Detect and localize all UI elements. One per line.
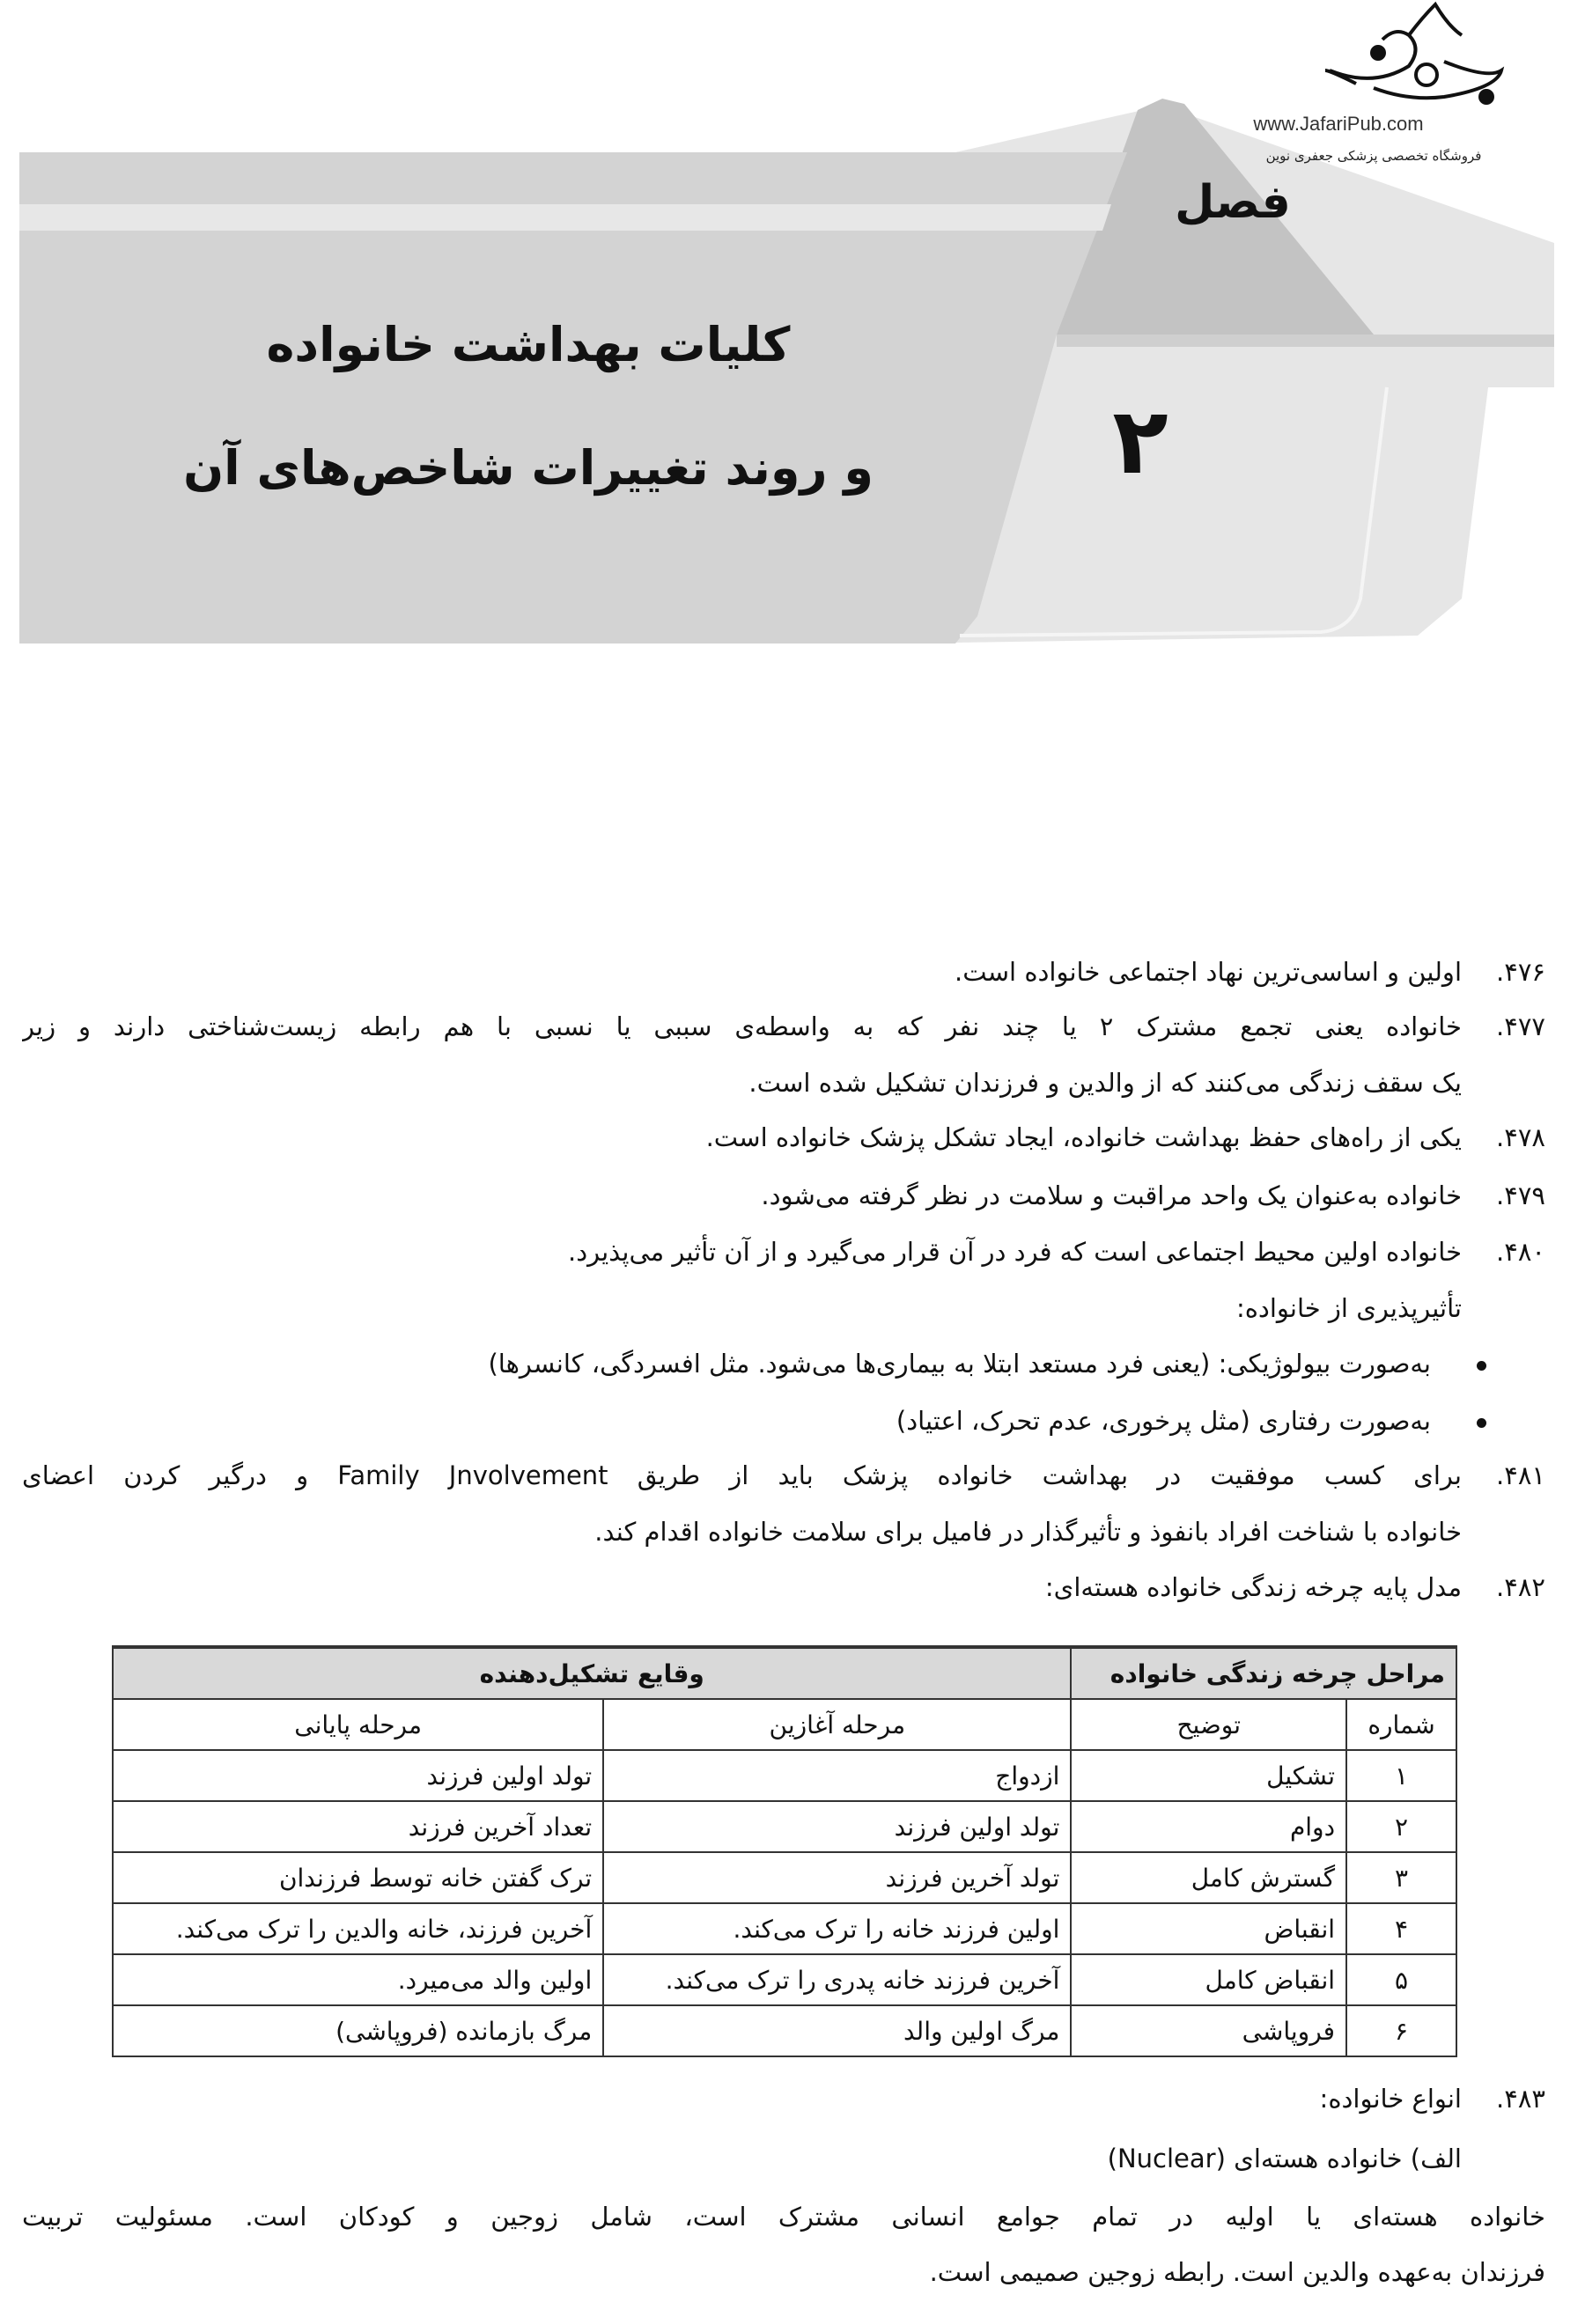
item-text: انواع خانواده: [1319,2084,1462,2114]
table-row [113,1801,1456,1852]
cell-start-stage: ازدواج [603,1750,1071,1801]
bullet-icon [1477,1361,1486,1371]
table-row [113,1903,1456,1954]
family-life-cycle-table [112,1645,1457,2057]
cell-end-stage: آخرین فرزند، خانه والدین را ترک می‌کند. [113,1903,603,1954]
item-text: یکی از راه‌های حفظ بهداشت خانواده، ایجاد تشکل پزشک خانواده است. [705,1122,1462,1152]
item-text: خانواده به‌عنوان یک واحد مراقبت و سلامت در نظر گرفته می‌شود. [761,1180,1462,1210]
publisher-subtitle: فروشگاه تخصصی پزشکی جعفری نوین [1265,148,1482,164]
cell-start-stage: تولد اولین فرزند [603,1801,1071,1852]
banner-light-stripe [19,204,1111,231]
column-header: مرحله پایانی [113,1699,603,1750]
item-subheading: الف) خانواده هسته‌ای (Nuclear) [1107,2144,1462,2173]
column-header: شماره [1346,1699,1456,1750]
cell-number: ۵ [1346,1954,1456,2005]
item-text: خانواده یعنی تجمع مشترک ۲ یا چند نفر که به واسطه‌ی سببی یا نسبی با هم رابطه زیست‌شناختی دارند و زیر [22,1011,1462,1041]
item-number: ۴۷۶. [1496,957,1545,987]
item-text: خانواده اولین محیط اجتماعی است که فرد در آن قرار می‌گیرد و از آن تأثیر می‌پذیرد. [567,1237,1462,1267]
table-group-header: مراحل چرخه زندگی خانواده [1071,1647,1456,1699]
paragraph-text: خانواده هسته‌ای یا اولیه در تمام جوامع انسانی مشترک است، شامل زوجین و کودکان است. مسئولیت تربیت [22,2202,1545,2232]
cell-description: تشکیل [1071,1750,1346,1801]
table-row [113,1954,1456,2005]
cell-end-stage: ترک گفتن خانه توسط فرزندان [113,1852,603,1903]
cell-start-stage: اولین فرزند خانه را ترک می‌کند. [603,1903,1071,1954]
cell-description: دوام [1071,1801,1346,1852]
cell-end-stage: تعداد آخرین فرزند [113,1801,603,1852]
chapter-title-line1: کلیات بهداشت خانواده [266,317,791,372]
column-header: مرحله آغازین [603,1699,1071,1750]
cell-number: ۱ [1346,1750,1456,1801]
publisher-url: www.JafariPub.com [1253,113,1424,135]
item-text: برای کسب موفقیت در بهداشت خانواده پزشک باید از طریق Family Jnvolvement و درگیر کردن اعضای [22,1460,1462,1490]
cell-number: ۲ [1346,1801,1456,1852]
cell-end-stage: تولد اولین فرزند [113,1750,603,1801]
item-number: ۴۸۰. [1496,1237,1545,1267]
table-row [113,2005,1456,2056]
cell-start-stage: مرگ اولین والد [603,2005,1071,2056]
cell-description: گسترش کامل [1071,1852,1346,1903]
cell-end-stage: مرگ بازمانده (فروپاشی) [113,2005,603,2056]
chapter-title-line2: و روند تغییرات شاخص‌های آن [183,440,874,496]
item-text-continued: یک سقف زندگی می‌کنند که از والدین و فرزندان تشکیل شده است. [748,1068,1462,1098]
item-number: ۴۸۱. [1496,1460,1545,1490]
item-number: ۴۷۹. [1496,1180,1545,1210]
item-number: ۴۷۷. [1496,1011,1545,1041]
cell-number: ۶ [1346,2005,1456,2056]
item-number: ۴۸۲. [1496,1572,1545,1602]
cell-end-stage: اولین والد می‌میرد. [113,1954,603,2005]
cell-start-stage: تولد آخرین فرزند [603,1852,1071,1903]
item-subheading: تأثیرپذیری از خانواده: [1235,1293,1462,1323]
cell-description: فروپاشی [1071,2005,1346,2056]
table-group-header: وقایع تشکیل‌دهنده [113,1647,1071,1699]
cell-start-stage: آخرین فرزند خانه پدری را ترک می‌کند. [603,1954,1071,2005]
cell-number: ۳ [1346,1852,1456,1903]
publisher-logo [1325,4,1501,103]
bullet-text: به‌صورت رفتاری (مثل پرخوری، عدم تحرک، اعتیاد) [896,1406,1431,1436]
chapter-number: ۲ [1112,387,1168,495]
item-text: اولین و اساسی‌ترین نهاد اجتماعی خانواده است. [955,957,1462,987]
chapter-label: فصل [1175,176,1291,229]
bullet-text: به‌صورت بیولوژیکی: (یعنی فرد مستعد ابتلا به بیماری‌ها می‌شود. مثل افسردگی، کانسرها) [488,1349,1431,1379]
item-number: ۴۸۳. [1496,2084,1545,2114]
cell-number: ۴ [1346,1903,1456,1954]
table-row [113,1750,1456,1801]
table-row [113,1852,1456,1903]
paragraph-text: فرزندان به‌عهده والدین است. رابطه زوجین صمیمی است. [929,2257,1545,2287]
cell-description: انقباض کامل [1071,1954,1346,2005]
item-text-continued: خانواده با شناخت افراد بانفوذ و تأثیرگذار در فامیل برای سلامت خانواده اقدام کند. [594,1517,1462,1547]
cell-description: انقباض [1071,1903,1346,1954]
column-header: توضیح [1071,1699,1346,1750]
item-number: ۴۷۸. [1496,1122,1545,1152]
item-text: مدل پایه چرخه زندگی خانواده هسته‌ای: [1044,1572,1462,1602]
bullet-icon [1477,1418,1486,1428]
banner-back-stripe [1057,335,1554,347]
